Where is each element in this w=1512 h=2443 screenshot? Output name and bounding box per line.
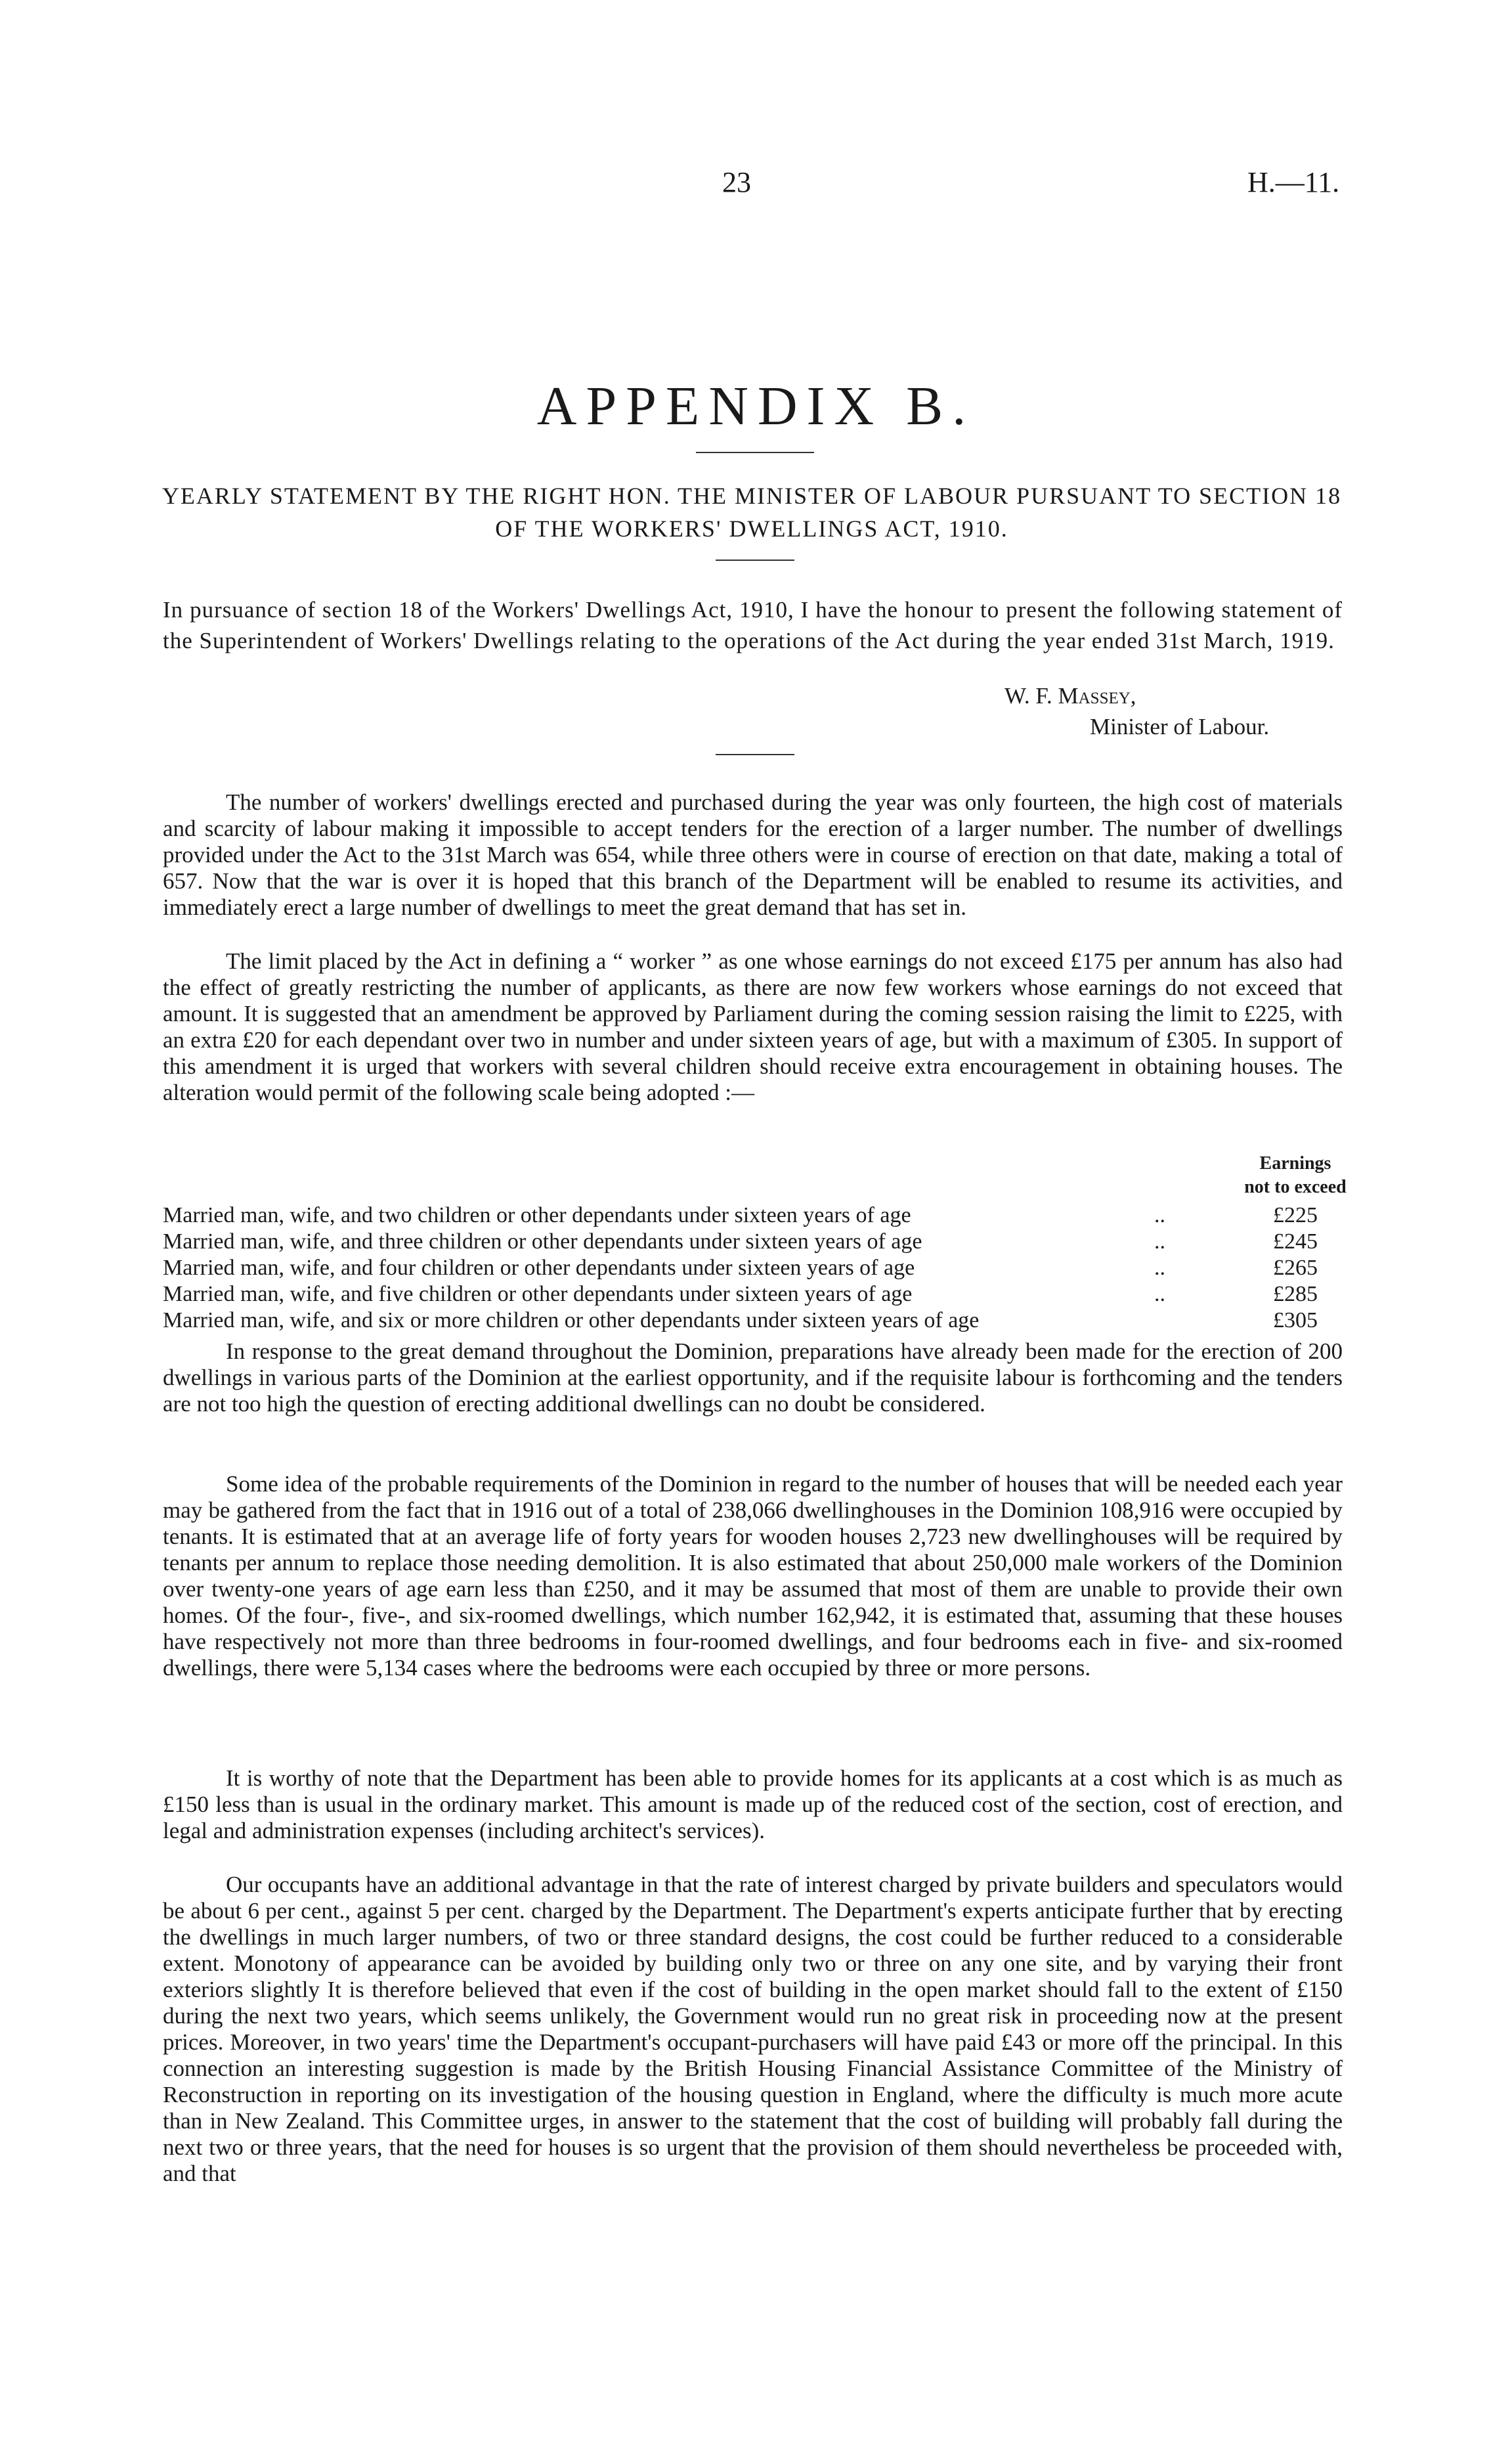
intro-rule [716,754,794,755]
paragraph-text: It is worthy of note that the Department has been able to provide homes for its applicants at a cost which is as much as £150 less than is usual in the ordinary market. This amount is made up of the reduced cost of the section, cost of erection, and legal and administration expenses (including architect's services). [163,1765,1343,1843]
table-row [163,1256,1343,1282]
paragraph-demand-response [163,1338,1343,1417]
earnings-rows [163,1203,1343,1334]
row-leader-dots: .. [1154,1282,1165,1306]
table-row [163,1282,1343,1308]
table-row [163,1229,1343,1256]
row-amount: £285 [1273,1282,1318,1306]
paragraph-interest-advantage [163,1872,1343,2187]
row-description: Married man, wife, and five children or other dependants under sixteen years of age [163,1282,913,1306]
row-amount: £225 [1273,1203,1318,1227]
signer-title: Minister of Labour. [1090,714,1270,739]
table-row [163,1203,1343,1229]
page-number: 23 [722,166,751,198]
paragraph-cost-savings [163,1765,1343,1844]
earnings-header-line2: not to exceed [1244,1177,1347,1197]
row-amount: £245 [1273,1229,1318,1254]
row-description: Married man, wife, and two children or other dependants under sixteen years of age [163,1203,911,1227]
earnings-header-line1: Earnings [1259,1153,1331,1174]
paragraph-worker-limit [163,948,1343,1106]
row-leader-dots: .. [1154,1203,1165,1227]
paragraph-text: The limit placed by the Act in defining a “ worker ” as one whose earnings do not exceed £175 per annum has also had the effect of greatly restricting the number of applicants, as there are now few workers whose earnings do not exceed that amount. It is suggested that an amendment be approved by Parliament during the coming session raising the limit to £225, with an extra £20 for each dependant over two in number and under sixteen years of age, but with a maximum of £305. In support of this amendment it is urged that workers with several children should receive extra encouragement in obtaining houses. The alteration would permit of the following scale being adopted :— [163,948,1343,1105]
row-description: Married man, wife, and three children or other dependants under sixteen years of age [163,1229,922,1254]
statement-subtitle: YEARLY STATEMENT BY THE RIGHT HON. THE MINISTER OF LABOUR PURSUANT TO SECTION 18 OF THE WORKERS' DWELLINGS ACT, 1910. [162,483,1342,542]
intro-paragraph: In pursuance of section 18 of the Workers' Dwellings Act, 1910, I have the honour to present the following statement of the Superintendent of Workers' Dwellings relating to the operations of the Act during the year ended 31st March, 1919. [163,597,1343,653]
paragraph-text: The number of workers' dwellings erected and purchased during the year was only fourteen, the high cost of materials and scarcity of labour making it impossible to accept tenders for the erection of a larger number. The number of dwellings provided under the Act to the 31st March was 654, while three others were in course of erection on that date, making a total of 657. Now that the war is over it is hoped that this branch of the Department will be enabled to resume its activities, and immediately erect a large number of dwellings to meet the great demand that has set in. [163,789,1343,920]
paragraph-text: Our occupants have an additional advantage in that the rate of interest charged by private builders and speculators would be about 6 per cent., against 5 per cent. charged by the Department. The Department's experts anticipate further that by erecting the dwellings in much larger numbers, of two or three standard designs, the cost could be further reduced to a considerable extent. Monotony of appearance can be avoided by building only two or three on any one site, and by varying their front exteriors slightly It is therefore believed that even if the cost of building in the open market should fall to the extent of £150 during the next two years, which seems unlikely, the Government would run no great risk in proceeding now at the present prices. Moreover, in two years' time the Department's occupant-purchasers will have paid £43 or more off the principal. In this connection an interesting suggestion is made by the British Housing Financial Assistance Committee of the Ministry of Reconstruction in reporting on its investigation of the housing question in England, where the difficulty is much more acute than in New Zealand. This Committee urges, in answer to the statement that the cost of building will probably fall during the next two or three years, that the need for houses is so urgent that the provision of them should nevertheless be proceeded with, and that [163,1872,1343,2186]
row-leader-dots: .. [1154,1229,1165,1254]
row-leader-dots: .. [1154,1256,1165,1280]
row-amount: £305 [1273,1308,1318,1332]
paragraph-text: Some idea of the probable requirements of the Dominion in regard to the number of houses that will be needed each year may be gathered from the fact that in 1916 out of a total of 238,066 dwellinghouses in the Dominion 108,916 were occupied by tenants. It is estimated that at an average life of forty years for wooden houses 2,723 new dwellinghouses will be required by tenants per annum to replace those needing demolition. It is also estimated that about 250,000 male workers of the Dominion over twenty-one years of age earn less than £250, and it may be assumed that most of them are unable to provide their own homes. Of the four-, five-, and six-roomed dwellings, which number 162,942, it is estimated that, assuming that these houses have respectively not more than three bedrooms in four-roomed dwellings, and four bedrooms each in five- and six-roomed dwellings, there were 5,134 cases where the bedrooms were each occupied by three or more persons. [163,1471,1343,1681]
paragraph-dwellings-erected [163,789,1343,921]
document-reference: H.—11. [1247,166,1340,198]
earnings-column-header [1200,1152,1391,1199]
subtitle-rule [716,560,794,561]
appendix-title: APPENDIX B. [536,376,976,437]
row-description: Married man, wife, and four children or other dependants under sixteen years of age [163,1256,915,1280]
paragraph-housing-requirements [163,1471,1343,1681]
paragraph-text: In response to the great demand throughout the Dominion, preparations have already been made for the erection of 200 dwellings in various parts of the Dominion at the earliest opportunity, and if the requisite labour is forthcoming and the tenders are not too high the question of erecting additional dwellings can no doubt be considered. [163,1338,1343,1417]
row-description: Married man, wife, and six or more children or other dependants under sixteen years of age [163,1308,980,1332]
signer-name: W. F. Massey, [1004,683,1136,709]
table-row [163,1308,1343,1334]
row-amount: £265 [1273,1256,1318,1280]
title-rule [696,452,814,453]
